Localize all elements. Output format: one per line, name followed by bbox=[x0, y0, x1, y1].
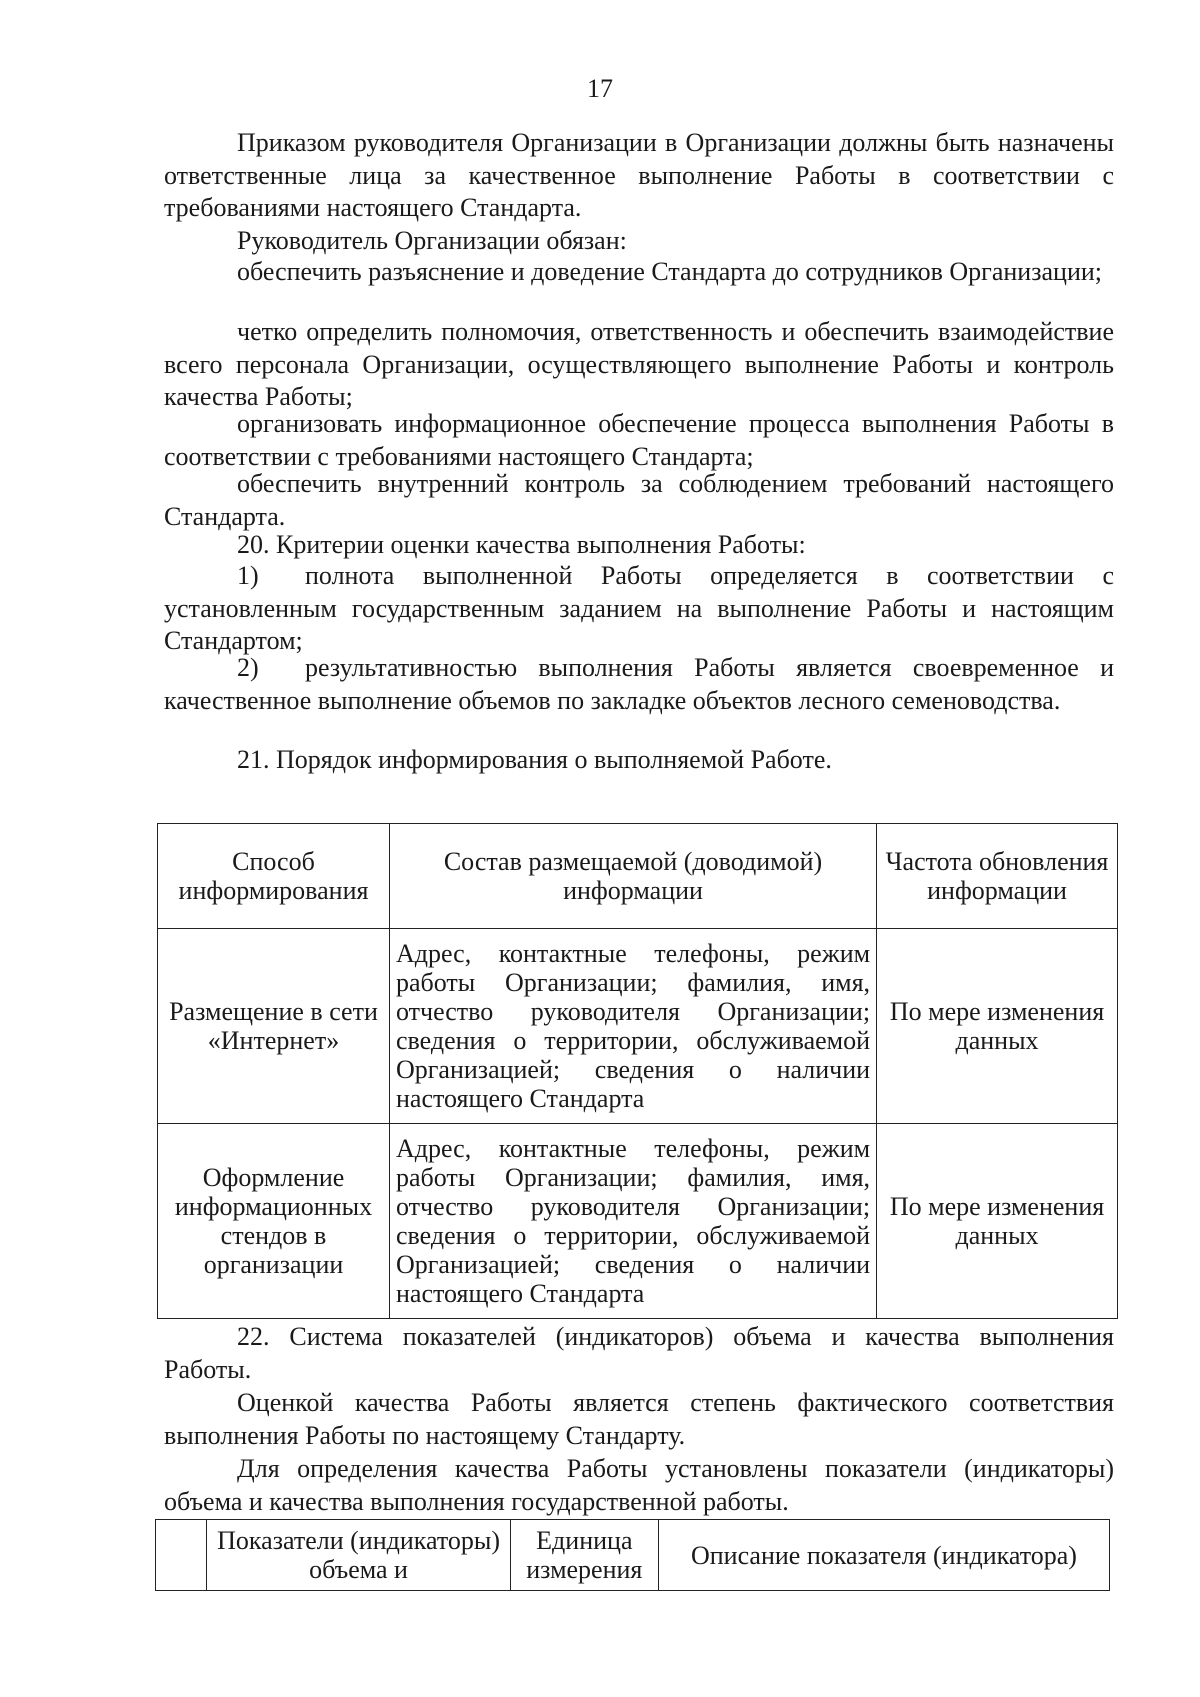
row-frequency: По мере изменения данных bbox=[877, 1124, 1118, 1319]
table-header-row bbox=[156, 1520, 1110, 1591]
header-description: Описание показателя (индикатора) bbox=[658, 1520, 1109, 1591]
paragraph-responsible-persons: Приказом руководителя Организации в Организации должны быть назначены ответственные лица за качественное выполнение Работы в соответствии с требованиями настоящего Стандарта. bbox=[164, 128, 1114, 222]
table-header-row bbox=[158, 824, 1118, 929]
paragraph-criterion-2 bbox=[164, 652, 1114, 717]
paragraph-head-obliged: Руководитель Организации обязан: bbox=[237, 226, 627, 255]
paragraph-quality-assessment: Оценкой качества Работы является степень фактического соответствия выполнения Работы по настоящему Стандарту. bbox=[164, 1388, 1114, 1450]
row-frequency: По мере изменения данных bbox=[877, 929, 1118, 1124]
paragraph-explain-standard: обеспечить разъяснение и доведение Стандарта до сотрудников Организации; bbox=[237, 257, 1102, 286]
header-indicators: Показатели (индикаторы) объема и bbox=[207, 1520, 510, 1591]
header-method: Способ информирования bbox=[158, 824, 390, 929]
paragraph-indicator-system: 22. Система показателей (индикаторов) объема и качества выполнения Работы. bbox=[164, 1322, 1114, 1384]
paragraph-informing-heading: 21. Порядок информирования о выполняемой Работе. bbox=[237, 745, 832, 774]
paragraph-information-support: организовать информационное обеспечение процесса выполнения Работы в соответствии с требованиями настоящего Стандарта; bbox=[164, 409, 1114, 471]
header-content: Состав размещаемой (доводимой) информации bbox=[389, 824, 876, 929]
header-unit: Единица измерения bbox=[510, 1520, 658, 1591]
paragraph-quality-indicators: Для определения качества Работы установлены показатели (индикаторы) объема и качества выполнения государственной работы. bbox=[164, 1454, 1114, 1516]
paragraph-define-authority: четко определить полномочия, ответственность и обеспечить взаимодействие всего персонала Организации, осуществляющего выполнение Работы и контроль качества Работы; bbox=[164, 317, 1114, 411]
row-content: Адрес, контактные телефоны, режим работы Организации; фамилия, имя, отчество руководителя Организации; сведения о территории, обслуживаемой Организацией; сведения о наличии настоящего Стандарта bbox=[389, 1124, 876, 1319]
row-method: Оформление информационных стендов в организации bbox=[158, 1124, 390, 1319]
criterion-2-text: результативностью выполнения Работы является своевременное и качественное выполнение объемов по закладке объектов лесного семеноводства. bbox=[164, 653, 1114, 715]
criterion-2-number: 2) bbox=[237, 653, 259, 682]
page-number: 17 bbox=[587, 74, 613, 103]
paragraph-internal-control: обеспечить внутренний контроль за соблюдением требований настоящего Стандарта. bbox=[164, 469, 1114, 531]
table-row bbox=[158, 1124, 1118, 1319]
row-method: Размещение в сети «Интернет» bbox=[158, 929, 390, 1124]
criterion-1-number: 1) bbox=[237, 561, 259, 590]
row-content: Адрес, контактные телефоны, режим работы Организации; фамилия, имя, отчество руководителя Организации; сведения о территории, обслуживаемой Организацией; сведения о наличии настоящего Стандарта bbox=[389, 929, 876, 1124]
paragraph-criteria-heading: 20. Критерии оценки качества выполнения Работы: bbox=[237, 530, 806, 559]
table-row bbox=[158, 929, 1118, 1124]
informing-table bbox=[157, 823, 1118, 1319]
header-frequency: Частота обновления информации bbox=[877, 824, 1118, 929]
paragraph-criterion-1 bbox=[164, 560, 1114, 658]
criterion-1-text: полнота выполненной Работы определяется в соответствии с установленным государственным заданием на выполнение Работы и настоящим Стандартом; bbox=[164, 561, 1114, 655]
indicators-table bbox=[155, 1519, 1110, 1591]
header-number bbox=[156, 1520, 207, 1591]
